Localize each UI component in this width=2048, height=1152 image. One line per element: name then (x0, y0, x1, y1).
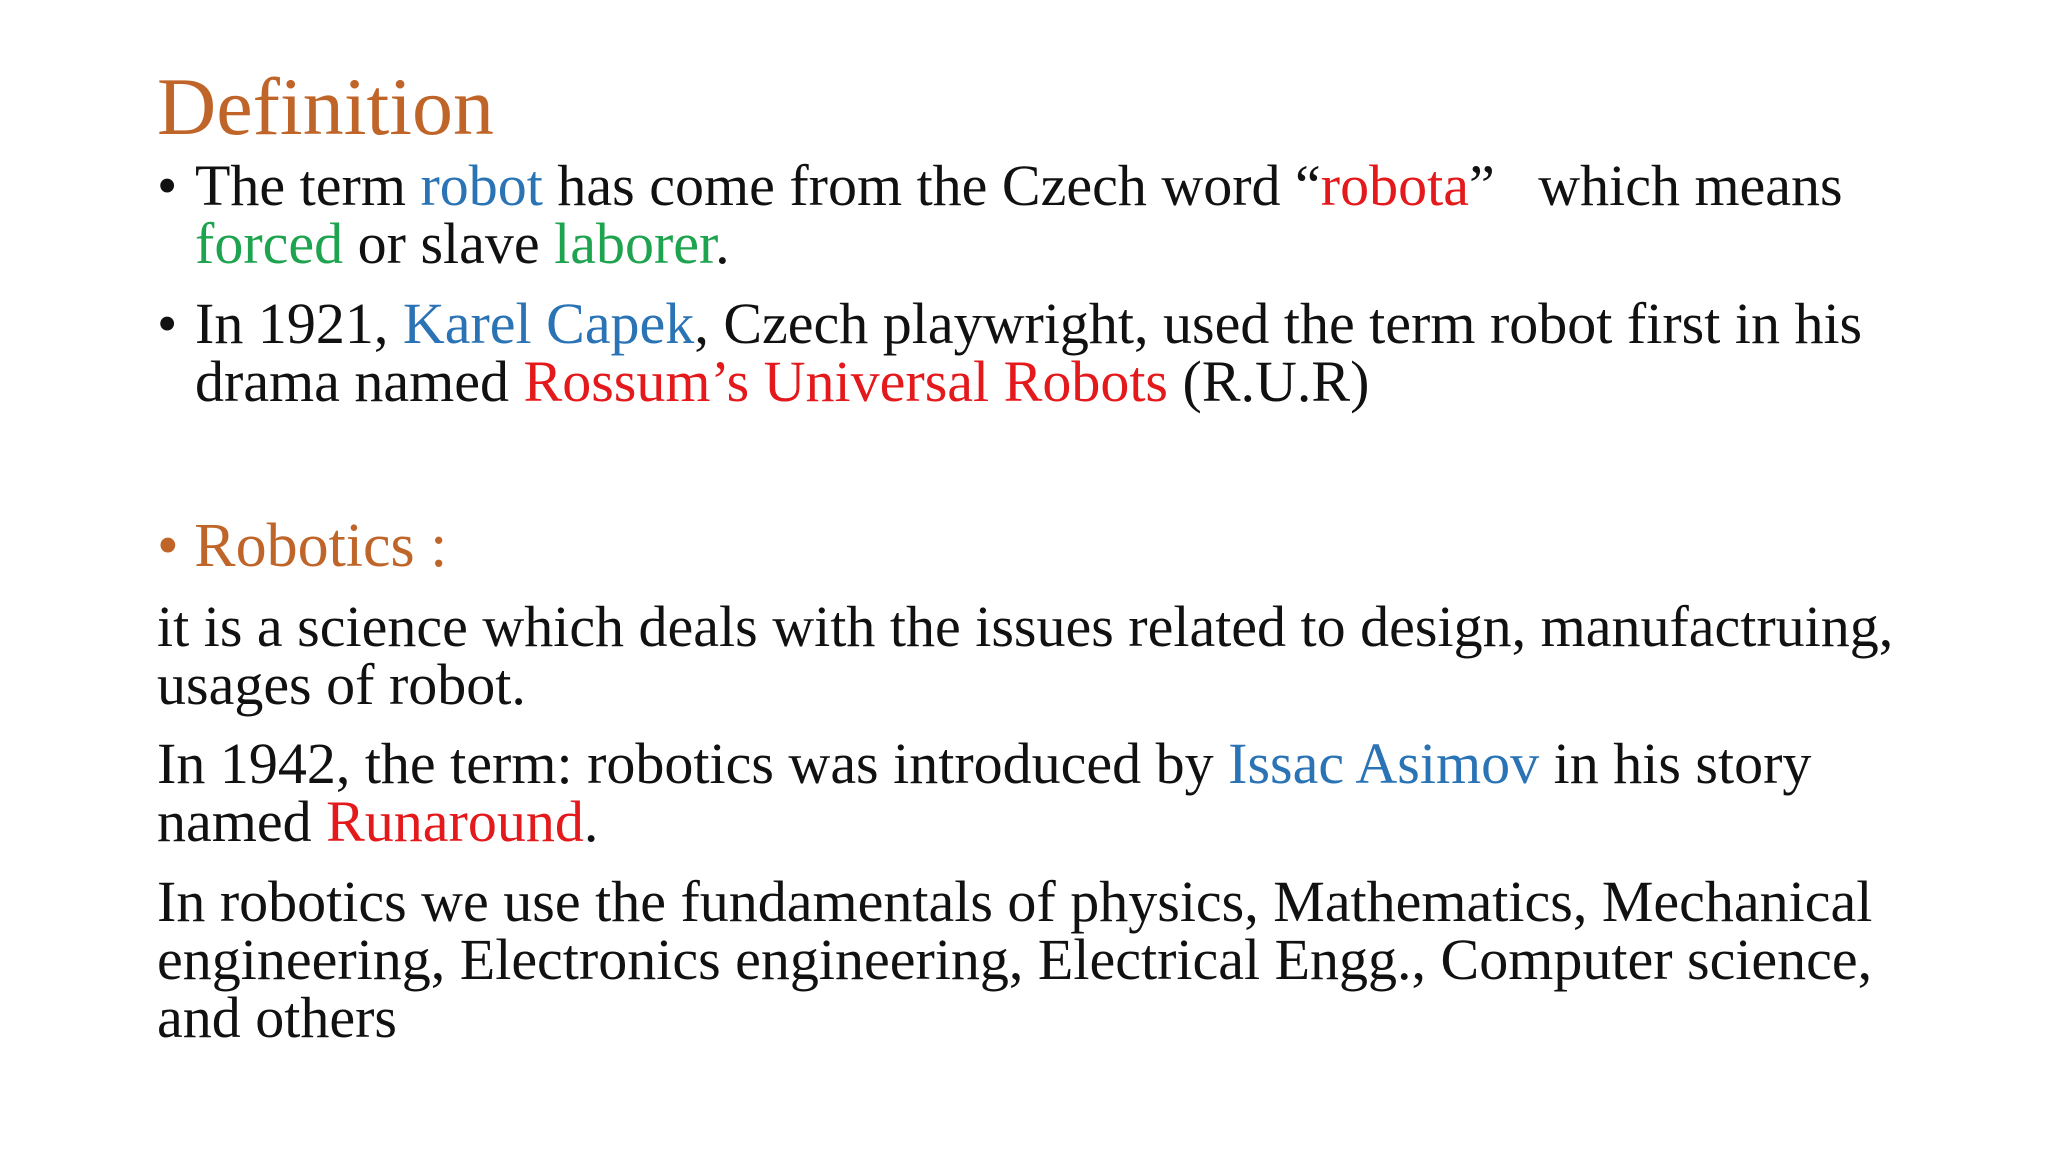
robotics-definition-line-2: usages of robot. (157, 652, 526, 717)
highlight-issac-asimov: Issac Asimov (1228, 731, 1540, 796)
robotics-fundamentals-line-1: In robotics we use the fundamentals of physics, Mathematics, Mechanical (157, 869, 1873, 934)
bullet-etymology (157, 153, 1997, 276)
text-segment: In 1921, (195, 291, 403, 356)
robotics-history-line-2 (157, 789, 1997, 854)
text-segment: drama named (195, 349, 524, 414)
robotics-fundamentals-line-3: and others (157, 985, 397, 1050)
bullet-etymology-line-2 (195, 211, 1997, 276)
bullet-capek-line-1 (195, 291, 1997, 356)
text-segment: in his story (1539, 731, 1812, 796)
highlight-robota: robota (1320, 153, 1469, 218)
text-segment: , Czech playwright, used the term robot first in his (694, 291, 1863, 356)
robotics-history-line-1 (157, 731, 1997, 796)
highlight-runaround: Runaround (326, 789, 584, 854)
highlight-laborer: laborer (554, 211, 716, 276)
robotics-heading-text: Robotics : (194, 512, 448, 580)
text-segment: has come from the Czech word “ (542, 153, 1321, 218)
highlight-rur-title: Rossum’s Universal Robots (523, 349, 1169, 414)
text-segment: ” which means (1468, 153, 1843, 218)
robotics-history (157, 731, 1997, 854)
bullet-marker: • (157, 512, 179, 580)
text-segment: named (157, 789, 327, 854)
text-segment: (R.U.R) (1168, 349, 1370, 414)
highlight-karel-capek: Karel Capek (402, 291, 695, 356)
slide-title: Definition (157, 61, 495, 152)
text-segment: . (715, 211, 730, 276)
bullet-etymology-line-1 (195, 153, 1997, 218)
bullet-capek-line-2 (195, 349, 1997, 414)
highlight-robot: robot (420, 153, 543, 218)
robotics-fundamentals-line-2: engineering, Electronics engineering, Electrical Engg., Computer science, (157, 927, 1873, 992)
text-segment: In 1942, the term: robotics was introduced by (157, 731, 1229, 796)
bullet-marker: • (157, 291, 178, 356)
robotics-fundamentals (157, 869, 1997, 1050)
bullet-marker: • (157, 153, 178, 218)
text-segment: The term (195, 153, 421, 218)
robotics-heading (157, 511, 447, 581)
text-segment: . (583, 789, 599, 854)
robotics-definition (157, 594, 1997, 717)
robotics-definition-line-1: it is a science which deals with the issues related to design, manufactruing, (157, 594, 1894, 659)
text-segment: or slave (343, 211, 555, 276)
highlight-forced: forced (195, 211, 344, 276)
bullet-capek (157, 291, 1997, 414)
